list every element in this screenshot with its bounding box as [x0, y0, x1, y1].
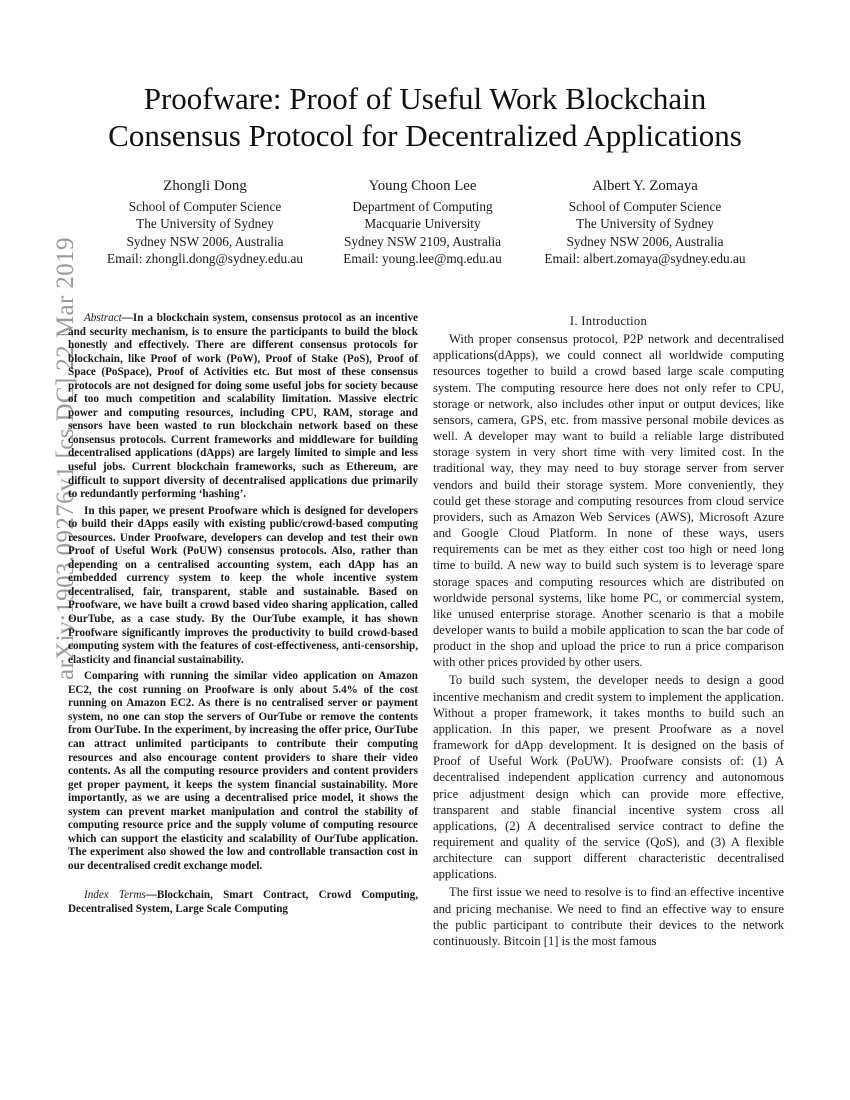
intro-paragraph-2: To build such system, the developer needs to design a good incentive mechanism and credit system to implement the application. Without a proper framework, it takes months to build such an application. In this paper, we present Proofware as a novel framework for dApp development. It is designed on the basis of Proof of Useful Work (PoUW). Proofware consists of: (1) A decentralised independent application currency and autonomous price adjustment design which can provide more effective, transparent and stable financial incentive system cross all applications, (2) A decentralised service contract to define the requirement and quality of the service (QoS), and (3) A flexible architecture can support different characteristic decentralised applications.	[433, 673, 784, 882]
author-1	[100, 176, 310, 267]
paper-title	[60, 80, 790, 154]
abstract-column	[68, 312, 418, 917]
author-name: Albert Y. Zomaya	[592, 178, 698, 194]
author-org: The University of Sydney	[576, 216, 714, 232]
author-2	[315, 176, 530, 267]
arxiv-identifier: arXiv:1903.09276v1 [cs.DC] 22 Mar 2019	[52, 237, 79, 680]
abstract-paragraph-2: In this paper, we present Proofware which is designed for developers to build their dApps easily with existing public/crowd-based computing resources. Under Proofware, developers can develop and test their own Proof of Useful Work (PoUW) consensus protocols. Also, rather than depending on a centralised accounting system, each dApp has an embedded currency system to keep the whole incentive system decentralised, fair, transparent, stable and sustainable. Based on Proofware, we have built a crowd based video sharing application, called OurTube, as a case study. By the OurTube example, it has shown Proofware significantly improves the productivity to build crowd-based computing system with the features of cost-effectiveness, anti-censorship, elasticity and financial sustainability.	[68, 504, 418, 666]
author-3	[535, 176, 755, 267]
author-name: Young Choon Lee	[368, 178, 477, 194]
title-line-2: Consensus Protocol for Decentralized Applications	[108, 118, 742, 153]
author-address: Sydney NSW 2006, Australia	[566, 233, 724, 249]
author-address: Sydney NSW 2006, Australia	[126, 233, 284, 249]
index-terms-text: —Blockchain, Smart Contract, Crowd Computing, Decentralised System, Large Scale Computing	[68, 889, 419, 915]
title-line-1: Proofware: Proof of Useful Work Blockchain	[143, 81, 707, 116]
intro-paragraph-3: The first issue we need to resolve is to find an effective incentive and pricing mechanise. We need to find an effective way to ensure the public participant to contribute their devices to the network continuously. Bitcoin [1] is the most famous	[433, 885, 784, 948]
author-dept: Department of Computing	[352, 199, 493, 214]
abstract-paragraph-1	[68, 312, 418, 502]
author-email: Email: zhongli.dong@sydney.edu.au	[106, 250, 304, 266]
index-terms-label: Index Terms	[84, 889, 146, 902]
section-heading: I. Introduction	[569, 314, 648, 328]
intro-paragraph-1: With proper consensus protocol, P2P network and decentralised applications(dApps), we could connect all worldwide computing resources together to build a crowd based large scale computing system. The computing resource here does not only refer to CPU, storage or network, also includes other input or output devices, like sensors, camera, GPS, etc. from massive personal mobile devices as well. A developer may want to build a reliable large distributed storage system in very short time with very limited cost. In the traditional way, they may need to buy storage server from server vendors and build their storage system. More conveniently, they could get these storage and computing resources from cloud service providers, such as Amazon Web Services (AWS), Microsoft Azure and Google Cloud Platform. In none of these ways, users requirements can be met as they either cost too high or need long time to build. A new way to build such system is to leverage spare storage spaces and computing resources which are distributed on worldwide personal systems, like home PC, or commercial system, like unused enterprise storage. Another scenario is that a mobile developer wants to build a mobile application to scan the bar code of product in the shop and upload the price to run a price comparison with other prices provided by other users.	[433, 332, 784, 670]
author-address: Sydney NSW 2109, Australia	[343, 233, 502, 249]
author-org: The University of Sydney	[136, 216, 274, 232]
index-terms	[68, 889, 418, 916]
author-email: Email: young.lee@mq.edu.au	[343, 250, 502, 266]
author-dept: School of Computer Science	[128, 199, 282, 214]
introduction-column	[433, 313, 784, 949]
abstract-label: Abstract	[84, 312, 122, 324]
author-name: Zhongli Dong	[163, 178, 247, 194]
arxiv-stamp	[16, 237, 79, 680]
author-org: Macquarie University	[364, 216, 481, 232]
abstract-text-1: —In a blockchain system, consensus protocol as an incentive and security mechanism, is to ensure the participants to build the block honestly and effectively. There are different consensus protocols for blockchain, like Proof of work (PoW), Proof of Stake (PoS), Proof of Space (PoSpace), Proof of Activities etc. But most of these consensus protocols are not designed for doing some useful jobs for society because of too much competition and scalability limitation. Massive electric power and computing resources, including CPU, RAM, storage and sensors have been wasted to run blockchain network based on these consensus protocols. Current frameworks and middleware for building decentralised applications (dApps) are largely limited to simple and less useful jobs. Current blockchain frameworks, such as Ethereum, are difficult to support diversity of decentralised applications due primarily to redundantly performing ‘hashing’.	[68, 312, 418, 501]
abstract-paragraph-3: Comparing with running the similar video application on Amazon EC2, the cost running on Proofware is only about 5.4% of the cost running on Amazon EC2. As there is no centralised server or payment system, no one can stop the servers of OurTube or remove the contents from OurTube. In the experiment, by increasing the offer price, OurTube can attract unlimited participants to contribute their computing resources and also encourage content providers to share their video contents. As all the computing resource providers and content providers get proper payment, it keeps the system financial sustainability. More importantly, as we are using a decentralised price model, it shows the system can prevent market manipulation and control the stability of computing resource price and the supply volume of computing resource which can support the elasticity and scalability of OurTube application. The experiment also showed the low and controllable transaction cost in our decentralised credit exchange model.	[68, 670, 418, 872]
author-dept: School of Computer Science	[568, 199, 722, 214]
author-email: Email: albert.zomaya@sydney.edu.au	[544, 250, 746, 266]
